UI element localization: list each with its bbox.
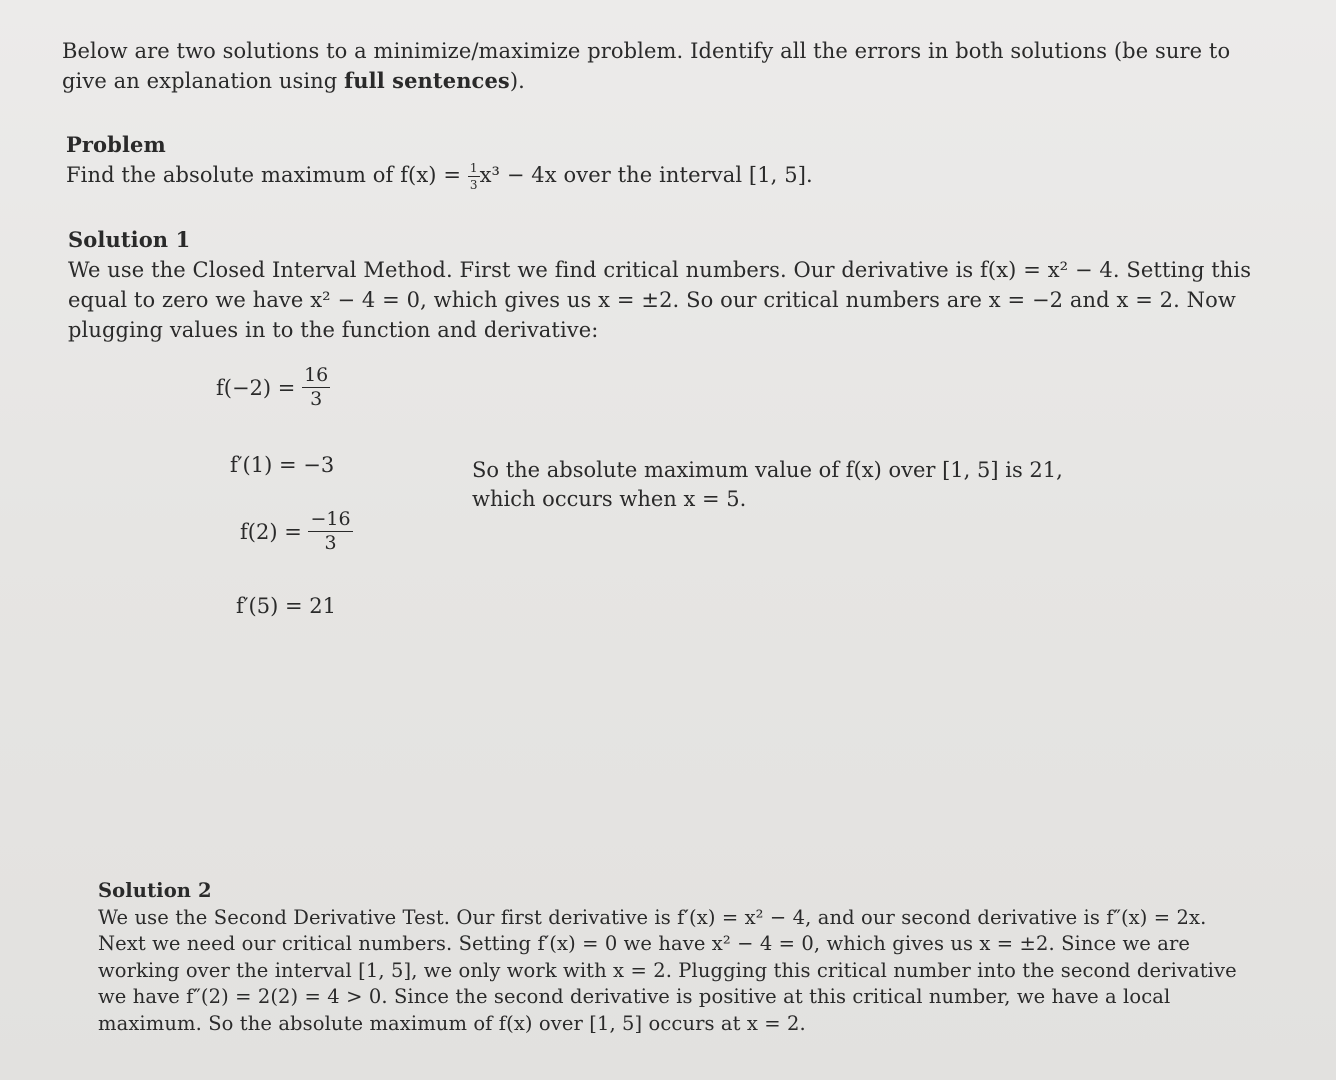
problem-fraction bbox=[468, 162, 480, 191]
problem-fraction-numerator: 1 bbox=[469, 161, 478, 175]
solution-2-heading: Solution 2 bbox=[98, 879, 212, 902]
evaluation-denominator: 3 bbox=[310, 388, 323, 410]
solution-1-body: We use the Closed Interval Method. First we find critical numbers. Our derivative is f(x) = x² − 4. Setting this equal to zero we have x² − 4 = 0, which gives us x = ±2. So our critical numbers are x = −2 and x = 2. Now plugging values in to the function and derivative: bbox=[68, 258, 1252, 342]
evaluation-denominator: 3 bbox=[324, 532, 337, 554]
problem-text-start: Find the absolute maximum of bbox=[66, 163, 401, 187]
evaluation-fprime-5 bbox=[236, 592, 336, 618]
intro-paragraph bbox=[62, 36, 1272, 96]
evaluation-fraction bbox=[302, 366, 330, 409]
problem-text-end: over the interval [1, 5]. bbox=[556, 163, 813, 187]
problem-section bbox=[66, 130, 1266, 191]
evaluation-fraction bbox=[308, 510, 352, 553]
problem-fraction-denominator: 3 bbox=[469, 178, 478, 192]
problem-function-lhs: f(x) = bbox=[400, 163, 468, 187]
evaluation-lhs: f(2) = bbox=[240, 519, 302, 544]
evaluation-lhs: f(−2) = bbox=[216, 375, 296, 400]
intro-bold-text: full sentences bbox=[344, 68, 510, 93]
solution-1-conclusion: So the absolute maximum value of f(x) over [1, 5] is 21, which occurs when x = 5. bbox=[472, 458, 1063, 511]
intro-text-end: ). bbox=[509, 69, 525, 93]
solution-2-body: We use the Second Derivative Test. Our first derivative is f′(x) = x² − 4, and our second derivative is f″(x) = 2x. Next we need our critical numbers. Setting f′(x) = 0 we have x² − 4 = 0, which gives us x = ±2. Since we are working over the interval [1, 5], we only work with x = 2. Plugging this critical number into the second derivative we have f″(2) = 2(2) = 4 > 0. Since the second derivative is positive at this critical number, we have a local maximum. So the absolute maximum of f(x) over [1, 5] occurs at x = 2. bbox=[98, 905, 1237, 1035]
intro-text: Below are two solutions to a minimize/maximize problem. Identify all the errors in both solutions (be sure to give an explanation using bbox=[62, 39, 1231, 93]
solution-2-section bbox=[98, 878, 1238, 1037]
evaluation-fprime-1 bbox=[230, 451, 334, 477]
evaluation-lhs: f′(1) = −3 bbox=[230, 452, 335, 477]
problem-heading: Problem bbox=[66, 132, 166, 157]
evaluation-numerator: 16 bbox=[304, 364, 329, 386]
solution-1-heading: Solution 1 bbox=[68, 227, 191, 252]
problem-polynomial: x³ − 4x bbox=[479, 163, 557, 187]
solution-1-section bbox=[68, 225, 1268, 345]
evaluation-numerator: −16 bbox=[310, 508, 351, 530]
evaluation-f-2 bbox=[240, 510, 353, 553]
evaluation-f-neg2 bbox=[216, 366, 330, 409]
evaluation-lhs: f′(5) = 21 bbox=[236, 593, 336, 618]
